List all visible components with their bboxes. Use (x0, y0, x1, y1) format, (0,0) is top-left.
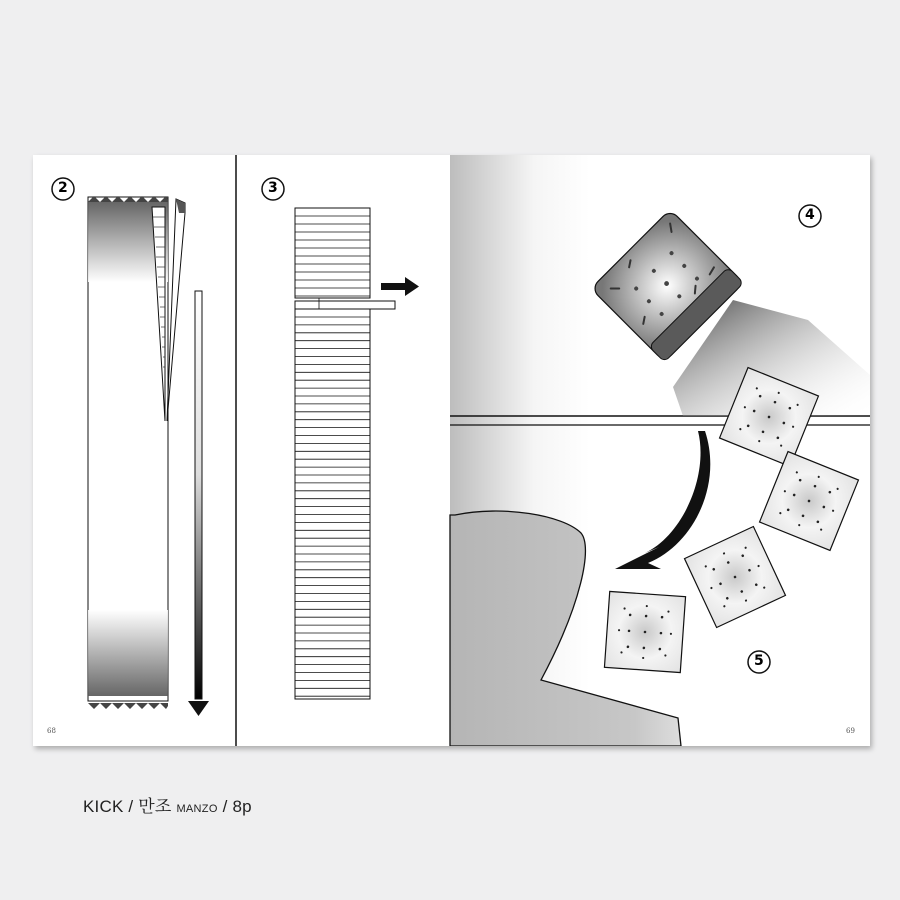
caption (83, 792, 252, 817)
caption-separator: / (123, 797, 139, 816)
caption-separator: / (217, 797, 233, 816)
step-2-illustration (88, 196, 209, 716)
step-number-4: 4 (805, 207, 815, 223)
step-number-2: 2 (58, 180, 68, 196)
step-number-3: 3 (268, 180, 278, 196)
page-number-right: 69 (846, 727, 855, 735)
step-3-illustration (295, 208, 419, 699)
caption-pages: 8p (232, 797, 252, 816)
caption-author-roman: MANZO (176, 803, 218, 815)
book-spread (33, 155, 870, 746)
caption-author-korean: 만조 (138, 797, 172, 816)
page-number-left: 68 (47, 727, 56, 735)
caption-title: KICK (83, 797, 124, 816)
spread-illustration (33, 155, 870, 746)
step-number-5: 5 (754, 653, 764, 669)
